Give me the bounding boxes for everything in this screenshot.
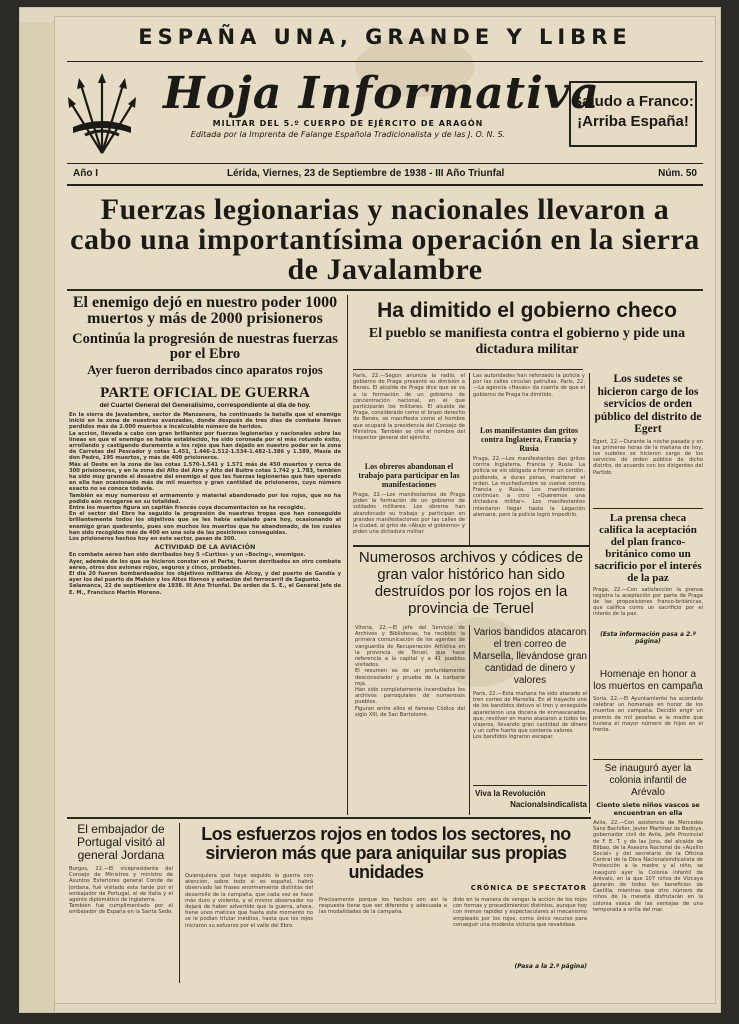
left-sub-headline-1: El enemigo dejó en nuestro poder 1000 muertos y más de 2000 prisioneros [72, 294, 338, 327]
yoke-and-arrows-emblem [67, 69, 137, 159]
war-report-paragraph: La acción, llevada a cabo con gran brillantez por fuerzas legionarias y nacionales sobre las líneas en que el enemigo se había establecido, ha sido coronada por el más rotundo éxito, arrollando y castigando duramente a los rojos que han dejado en nuestro poder en la zona de Carretas del Pescador y cotas 1.451, 1.446-1.512-1.534-1.482-1.386 y 1.389, Masía de don Pedro, 195 muertos, y más de 400 prisioneros. [69, 430, 341, 462]
czech-column-b [473, 373, 585, 558]
colonia-headline: Se inauguró ayer la colonia infantil de Arévalo [604, 763, 692, 798]
bandits-article [473, 627, 587, 761]
bottom-section-rule [67, 817, 591, 819]
allies-subhead: Los manifestantes dan gritos contra Inglaterra, Francia y Rusia [479, 426, 578, 453]
war-report-paragraph: Ayer, además de los que se hicieron constar en el Parte, fueron derribados en otro combate aéreo, otros dos aviones rojos, seguros y cinco, probables. [69, 558, 341, 571]
archives-paragraph: Figuran entre ellos el famoso Códice del siglo XIII, de San Bartolomé. [355, 705, 465, 718]
efforts-column-c [453, 897, 587, 970]
masthead [163, 68, 600, 139]
czech-body-c: Las autoridades han reforzado la policía y por las calles circulan patrullas. París, 22.—La agencia «Havas» da cuenta de que el gobierno de Praga ha dimitido. [473, 373, 585, 398]
archives-paragraph: El resumen es de un profundamente desconsolador y prueba de la barbarie roja. [355, 668, 465, 687]
efforts-body-c: dido en la manera de vengar la acción de los rojos con formas y procedimientos distintos, aunque hoy con menos rapidez y espectaculares al mecanismo empleado por los rojos, como único recurso para conseguir una modesta victoria que revalidase. [453, 897, 587, 928]
czech-body-d: Praga, 22.—Los manifestantes dan gritos contra Inglaterra, Francia y Rusia. La policía se vió obligada a formar un cordón, pudiendo, a duras penas, mantener el orden. La muchedumbre se vuelve contra Francia y Rusia. Los manifestantes continúan a coro «Queremos una dictadura militar». Los manifestantes intentaron llegar hasta la Legación alemana, pero la policía logró impedirlo. [473, 456, 585, 518]
sudeten-headline: Los sudetes se hicieron cargo de los servicios de orden público del distrito de Egert [594, 373, 702, 435]
slogan-line-2: ¡Arriba España! [577, 113, 689, 130]
archives-rule [353, 545, 589, 547]
newspaper-sheet [20, 8, 720, 1012]
ambassador-body [69, 866, 173, 976]
aviation-subhead: ACTIVIDAD DE LA AVIACIÓN [154, 543, 256, 552]
left-column [69, 295, 341, 694]
viva-rule [473, 785, 587, 786]
ambassador-headline: El embajador de Portugal visitó al general Jordana [76, 822, 166, 862]
workers-subhead: Los obreros abandonan el trabajo para participar en las manifestaciones [358, 462, 460, 489]
headline-rule [67, 289, 703, 291]
issue-number: Núm. 50 [658, 168, 697, 179]
slogan-box [569, 81, 697, 147]
dateline [67, 165, 703, 183]
war-report-paragraph: Los prisioneros hechos hoy en este sector, pasan de 300. [69, 536, 237, 543]
right-column-bottom [593, 669, 703, 990]
bandits-body [473, 691, 587, 761]
column-rule [469, 373, 470, 545]
bandits-headline: Varios bandidos atacaron el tren correo de Marsella, llevándose gran cantidad de dinero y valores [473, 627, 587, 686]
efforts-column-a [185, 873, 313, 977]
right-rule [593, 759, 703, 760]
viva-banner [475, 789, 587, 811]
archives-paragraph: Han sido completamente incendiados los archivos parroquiales de numerosos pueblos. [355, 687, 465, 706]
war-report-title: PARTE OFICIAL DE GUERRA [100, 385, 310, 401]
sudeten-body: Egert, 22.—Durante la noche pasada y en las primeras horas de la mañana de hoy, los sudetes se hicieron cargo de los servicios de orden público de dicho distrito, de acuerdo con los dirigentes del Partido. [593, 438, 703, 476]
left-sub-headline-3: Ayer fueron derribados cinco aparatos rojos [87, 363, 323, 377]
archives-column [355, 625, 465, 815]
czech-body-b: Praga, 22.—Los manifestantes de Praga piden la formación de un gobierno de soldados militares. Los obreros han abandonado su trabajo y participan en grandes manifestaciones por las calles de la ciudad, al grito de «Abajo el gobierno» y piden una dictadura militar. [353, 492, 465, 536]
colonia-subhead: Ciento siete niños vascos se encuentran en ella [596, 801, 700, 817]
slogan-line-1: Saludo a Franco: [572, 93, 694, 110]
press-body: Praga, 22.—Con satisfacción la prensa registra la aceptación por parte de Praga de las proposiciones franco-británicas, que califica como un sacrificio por el interés de la paz. [593, 586, 703, 618]
efforts-continued: (Pasa a la 2.ª página) [514, 963, 587, 970]
newspaper-title: Hoja Informativa [163, 68, 600, 119]
viva-right: Nacionalsindicalista [510, 800, 587, 809]
war-report-paragraph: Entre los muertos figura un capitán francés cuya documentación se ha recogido. [69, 505, 306, 512]
efforts-headline: Los esfuerzos rojos en todos los sectores, no sirvieron más que para aniquilar sus propias unidades [201, 824, 571, 882]
war-report-body [69, 412, 341, 694]
czech-column-a [353, 373, 465, 572]
left-sub-headline-2: Continúa la progresión de nuestras fuerzas por el Ebro [72, 331, 338, 362]
war-report-paragraph: Más al Oeste en la zona de las cotas 1.570-1.541 y 1.571 más de 450 muertos y cerca de 300 prisioneros, y en la zona del Alto del Aire y Alto del Buitre cotas 1.742 y 1.783, también ha sido muy grande el desastre del enemigo al que las fuerzas legionarias que han operado en ella han ocasionado más de mil muertos y gran cantidad de prisioneros, cuyo número exacto no se conoce todavía. [69, 461, 341, 493]
dateline-rule-bottom [67, 184, 703, 186]
archives-article [355, 549, 587, 617]
bandits-paragraph: Los bandidos lograron escapar. [473, 734, 554, 741]
war-report-paragraph: En la sierra de Javalambre, sector de Manzanera, ha continuado la batalla que el enemigo inició en la zona de nuestras avanzadas, donde después de tres días de combate llevan perdidos más de 2.000 muertos e incalculable número de heridos. [69, 412, 341, 431]
war-report-paragraph: El día 20 fueron bombardeados los objetivos militares de Alcoy, y del puerto de Gandía y ayer los del puerto de Mahón y los Altos Hornos y estación del ferrocarril de Sagunto. [69, 571, 341, 584]
right-rule [593, 508, 703, 509]
war-report-paragraph: En combate aéreo han sido derribados hoy 5 «Curtiss» y un «Bocing», enemigos. [69, 552, 306, 559]
czech-article [353, 299, 701, 358]
column-rule [347, 295, 348, 815]
war-report-paragraph: Salamanca, 22 de septiembre de 1938. III Año Triunfal. De orden de S. E., el General Jefe de E. M., Francisco Martín Moreno. [69, 583, 341, 596]
motto: ESPAÑA UNA, GRANDE Y LIBRE [138, 25, 632, 49]
czech-body-a: París, 22.—Según anuncia la radio, el gobierno de Praga presentó su dimisión a Benes. El alcalde de Praga dice que se va a la formación de un gobierno de concentración nacional, en el que participarán los militares. El alcalde de Praga, considerado como el brazo derecho de Benes, se manifiesta como el hombre que ocupará la presidencia del Consejo de Ministros. También se cita el nombre del inspector general del ejército. [353, 373, 465, 442]
column-rule [469, 625, 470, 815]
ambassador-paragraph: También fué cumplimentado por el embajador de España en la Santa Sede. [69, 903, 173, 916]
front-page [54, 16, 716, 1004]
efforts-paragraph: Precisamente porque los hechos son así la respuesta tiene que ser diferente y adecuada a las modalidades de la campaña. [319, 897, 447, 916]
viva-left: Viva la Revolución [475, 789, 546, 798]
ambassador-article [69, 823, 173, 976]
right-column-top [593, 373, 703, 645]
czech-rule [353, 369, 583, 370]
efforts-column-b [319, 897, 447, 977]
publisher-line: Editada por la Imprenta de Falange Española Tradicionalista y de las J. O. N. S. [190, 130, 506, 139]
colonia-body: Avila, 22.—Con asistencia de Mercedes Sanz Bachiller, Javier Martínez de Bedoya, gobernador civil de Avila, Jefe Provincial de F. E. T. y de las Jons, del alcalde de Bilbao, de la Asesora Nacional de «Auxilio Social» y del secretario de la Oficina Central de la Obra Nacionalsindicalista de Protección a la madre y al niño, se inauguró ayer la Colonia infantil de Arévalo, en la que 107 niños de Vizcaya gozarán de todos los beneficios de Castilla, mientras que otro número de niños de la meseta disfrutarán en la colonia vasca de las ventajas de una temporada a orilla del mar. [593, 820, 703, 913]
press-continued: (Esta información pasa a 2.ª página) [600, 630, 696, 645]
newspaper-subtitle: MILITAR DEL 5.º CUERPO DE EJÉRCITO DE ARAGÓN [212, 119, 484, 128]
war-report-subtitle: del Cuartel General del Generalísimo, correspondiente al día de hoy. [99, 402, 311, 409]
efforts-paragraph: Quienquiera que haya seguido la guerra con atención, sobre todo si es español, habrá observado las frases enormemente distintas del desarrollo de la campaña, que cada vez se hace más duro y violento, y el mismo observador no dejará de haber advertido que la guerra, ahora, tiene unos matices que hasta este momento no se le podían titular inéditos, hasta que los rojos iniciaron su esfuerzo por el valle del Ebro. [185, 873, 313, 929]
press-headline: La prensa checa califica la aceptación del plan franco-británico como un sacrificio por el interés de la paz [594, 511, 702, 584]
efforts-byline: CRÓNICA DE SPECTATOR [470, 884, 587, 892]
lead-headline: Fuerzas legionarias y nacionales llevaron a cabo una importantísima operación en la sierra de Javalambre [70, 193, 700, 286]
date-label: Lérida, Viernes, 23 de Septiembre de 1938 - III Año Triunfal [227, 168, 505, 179]
war-report-paragraph: También es muy numeroso el armamento y material abandonado por los rojos, que no ha podido aún recogerse en su totalidad. [69, 492, 341, 505]
war-report-paragraph: En el sector del Ebro ha seguido la progresión de nuestras tropas que han conseguido brillantemente todos los objetivos que se les había señalado para hoy, ocasionando al enemigo gran quebranto, pues son muchos los muertos que ha abandonado, de los cuales han sido recogidos más de 400 en una sola de las posiciones conseguidas. [69, 511, 341, 536]
ambassador-paragraph: Burgos, 22.—El vicepresidente del Consejo de Ministros y ministro de Asuntos Exteriores general Conde de Jordana, fué visitado esta tarde por el embajador de Portugal, el de Italia y el agente diplomático de Inglaterra. [69, 866, 173, 904]
masthead-rule-top [67, 61, 703, 62]
archives-headline: Numerosos archivos y códices de gran valor histórico han sido destruídos por los rojos en la provincia de Teruel [358, 549, 584, 617]
year-label: Año I [73, 168, 98, 179]
czech-headline: Ha dimitido el gobierno checo [377, 299, 677, 322]
underlying-page-edge [20, 22, 55, 1012]
homage-body: Soria, 22.—El Ayuntamiento ha acordado celebrar un homenaje en honor de los muertos en campaña. Decidió erigir un premio de mil pesetas a la madre que tuviera el mayor número de hijos en el frente. [593, 696, 703, 734]
dateline-rule-top [67, 163, 703, 164]
column-rule [589, 373, 590, 813]
czech-subheadline: El pueblo se manifiesta contra el gobierno y pide una dictadura militar [368, 326, 686, 357]
homage-headline: Homenaje en honor a los muertos en campaña [593, 669, 703, 692]
archives-paragraph: Vitoria, 22.—El jefe del Servicio de Archivos y Bibliotecas, ha recibido la primera comunicación de los agentes de vanguardia de Recuperación Artística en la provincia de Teruel, que hace referencia a la capital y a 41 pueblos visitados. [355, 625, 465, 669]
archives-body [355, 625, 465, 815]
bandits-paragraph: París, 22.—Esta mañana ha sido atacado el tren correo de Marsella. En el trayecto uno de los bandidos detuvo el tren y enseguida aparecieron una docena de enmascarados, que, revólver en mano atacaron a todos los viajeros, llevando gran cantidad de dinero y un cofre fuerte que contenía valores. [473, 691, 587, 735]
column-rule [179, 823, 180, 983]
